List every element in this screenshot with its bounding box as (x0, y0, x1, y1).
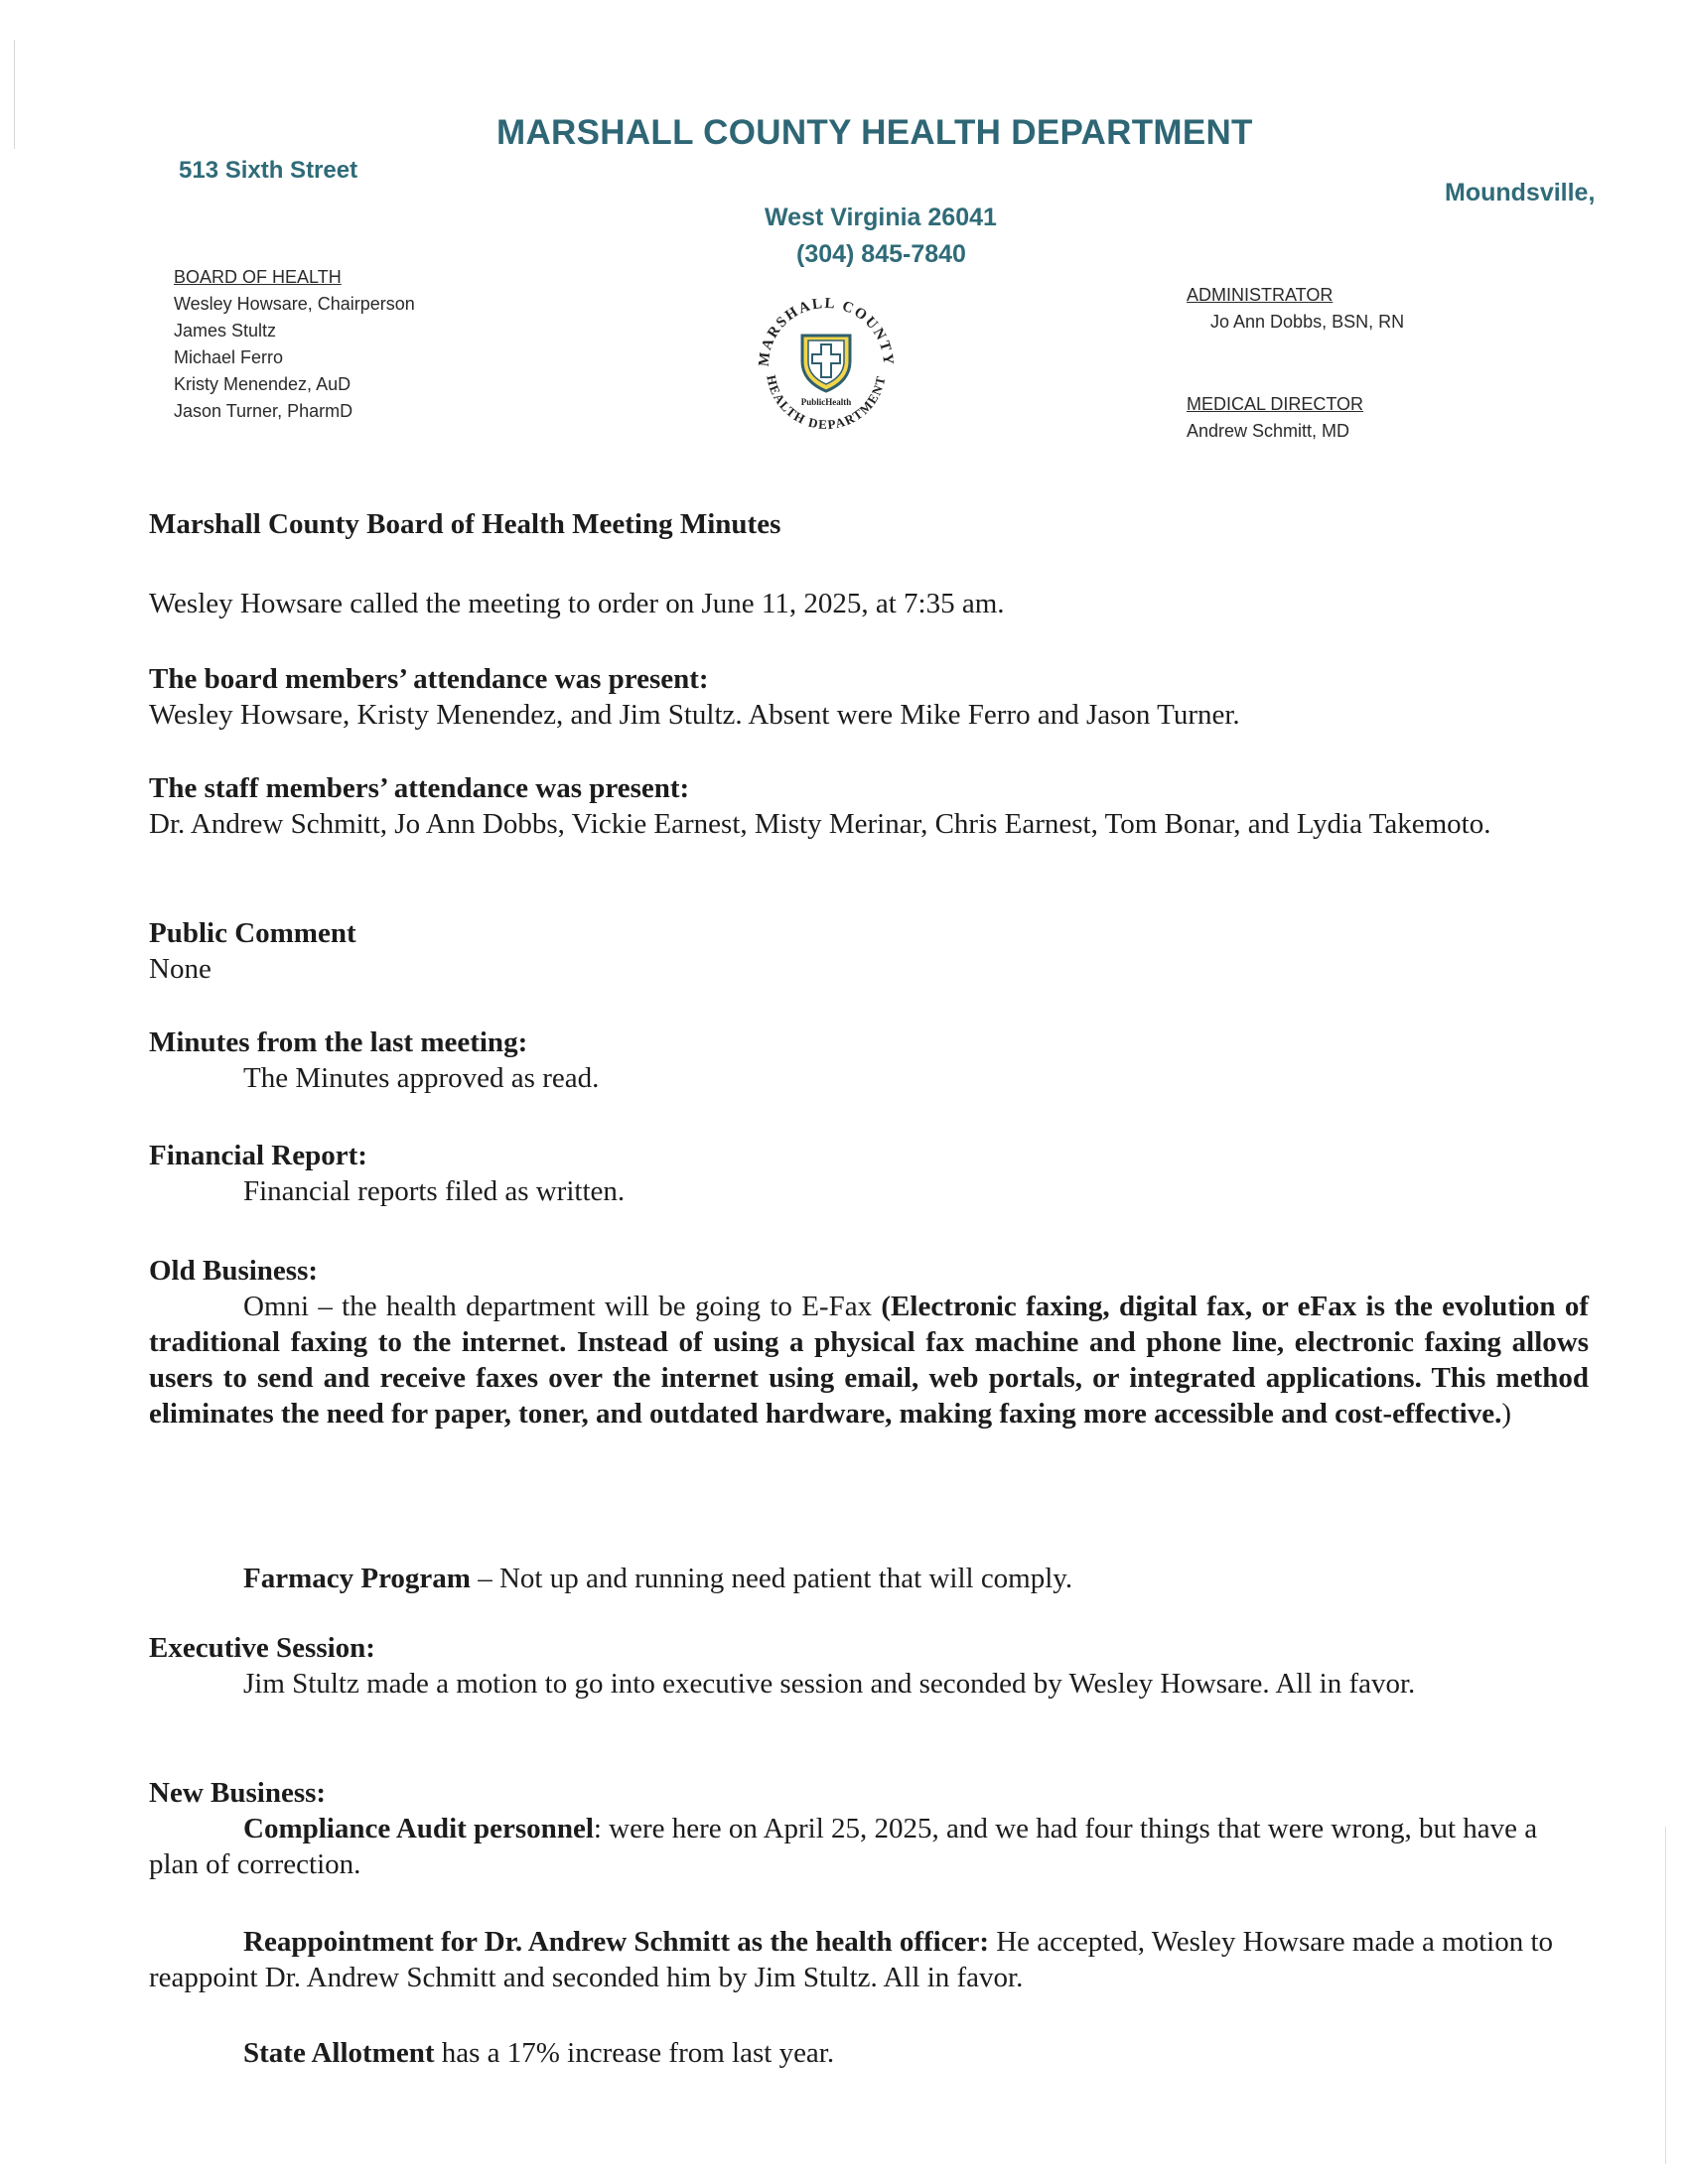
board-of-health-list (174, 264, 415, 425)
address-state-zip: West Virginia 26041 (765, 204, 997, 231)
department-name: MARSHALL COUNTY HEALTH DEPARTMENT (496, 113, 1253, 152)
medical-director-name: Andrew Schmitt, MD (1187, 421, 1350, 441)
allotment-item (149, 2035, 1683, 2071)
phone-number: (304) 845-7840 (796, 240, 966, 268)
medical-director-heading: MEDICAL DIRECTOR (1187, 394, 1364, 414)
omni-intro: Omni – the health department will be going to E-Fax (243, 1291, 882, 1322)
allotment-label: State Allotment (243, 2037, 435, 2069)
board-member: Kristy Menendez, AuD (174, 374, 352, 394)
board-heading: BOARD OF HEALTH (174, 267, 342, 287)
old-business-heading: Old Business: (149, 1255, 319, 1287)
farmacy-text: – Not up and running need patient that will comply. (470, 1563, 1073, 1594)
seal-center-text: PublicHealth (800, 397, 852, 407)
health-department-seal (747, 278, 906, 437)
scan-edge-mark (14, 40, 15, 149)
seal-bottom-text: HEALTH DEPARTMENT (764, 373, 889, 433)
board-member: Jason Turner, PharmD (174, 401, 353, 421)
board-attendance-heading: The board members’ attendance was present: (149, 663, 709, 695)
omni-detail: (Electronic faxing, digital fax, or eFax is the evolution of traditional faxing to the internet. Instead of using a physical fax machine and phone line, electronic faxing allows users to send and receive faxes over the internet using email, web portals, or integrated applications. This method eliminates the need for paper, toner, and outdated hardware, making faxing more accessible and cost-effective. (149, 1291, 1590, 1430)
seal-top-text: MARSHALL COUNTY (756, 295, 897, 367)
reappointment-label: Reappointment for Dr. Andrew Schmitt as the health officer: (243, 1926, 989, 1958)
new-business-heading: New Business: (149, 1777, 327, 1809)
staff-attendance: Dr. Andrew Schmitt, Jo Ann Dobbs, Vickie Earnest, Misty Merinar, Chris Earnest, Tom Bonar, and Lydia Takemoto. (149, 808, 1491, 840)
financial-report: Financial reports filed as written. (243, 1175, 626, 1207)
audit-item (149, 1811, 1589, 1882)
board-attendance: Wesley Howsare, Kristy Menendez, and Jim Stultz. Absent were Mike Ferro and Jason Turner. (149, 699, 1240, 731)
audit-label: Compliance Audit personnel (243, 1813, 594, 1844)
reappointment-item (149, 1924, 1589, 1995)
address-street: 513 Sixth Street (179, 157, 358, 184)
administrator-name: Jo Ann Dobbs, BSN, RN (1210, 312, 1405, 332)
executive-session: Jim Stultz made a motion to go into executive session and seconded by Wesley Howsare. All in favor. (243, 1668, 1416, 1700)
farmacy-label: Farmacy Program (243, 1563, 471, 1594)
omni-close: ) (1501, 1398, 1512, 1430)
public-comment: None (149, 953, 211, 985)
minutes-title: Marshall County Board of Health Meeting Minutes (149, 508, 781, 540)
last-minutes-heading: Minutes from the last meeting: (149, 1026, 528, 1058)
financial-report-heading: Financial Report: (149, 1140, 367, 1171)
executive-session-heading: Executive Session: (149, 1632, 375, 1664)
address-city: Moundsville, (1445, 179, 1596, 206)
board-member: Wesley Howsare, Chairperson (174, 294, 415, 314)
omni-item (149, 1289, 1589, 1432)
staff-attendance-heading: The staff members’ attendance was present: (149, 772, 690, 804)
scan-edge-mark (1665, 1827, 1666, 2164)
board-member: Michael Ferro (174, 347, 284, 367)
administrator-block (1187, 282, 1404, 336)
board-member: James Stultz (174, 321, 277, 341)
public-comment-heading: Public Comment (149, 917, 356, 949)
audit-text: : were here on April 25, 2025, and we had four things that were wrong, but have a plan of correction. (149, 1813, 1538, 1880)
last-minutes: The Minutes approved as read. (243, 1062, 600, 1094)
medical-director-block (1187, 391, 1363, 445)
allotment-text: has a 17% increase from last year. (434, 2037, 835, 2069)
farmacy-item (149, 1561, 1683, 1596)
reappointment-text: He accepted, Wesley Howsare made a motion to reappoint Dr. Andrew Schmitt and seconded him by Jim Stultz. All in favor. (149, 1926, 1554, 1993)
call-to-order: Wesley Howsare called the meeting to order on June 11, 2025, at 7:35 am. (149, 588, 1005, 619)
administrator-heading: ADMINISTRATOR (1187, 285, 1334, 305)
